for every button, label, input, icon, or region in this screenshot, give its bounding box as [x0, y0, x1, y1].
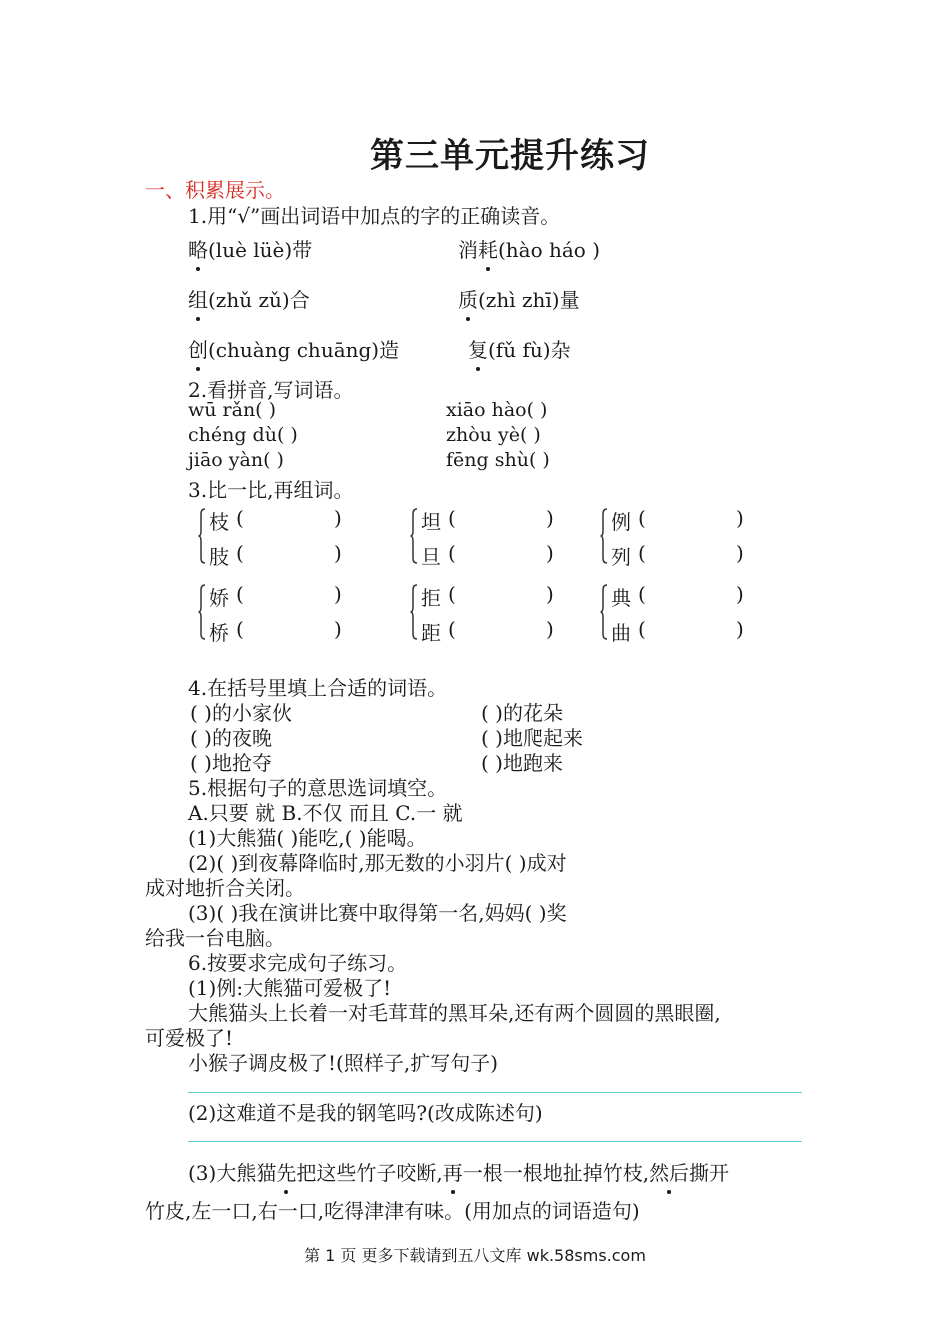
- reading-item: [458, 234, 600, 263]
- question-1-prompt: 1.用“√”画出词语中加点的字的正确读音。: [188, 204, 561, 228]
- blank-close-paren[interactable]: ): [334, 617, 342, 641]
- sentence-2[interactable]: (2)( )到夜幕降临时,那无数的小羽片( )成对: [188, 851, 567, 875]
- brace-icon: [198, 584, 206, 640]
- word-options: A.只要 就 B.不仅 而且 C.一 就: [188, 801, 463, 825]
- task-2: (2)这难道不是我的钢笔吗?(改成陈述句): [188, 1101, 543, 1125]
- task-3-text: 一根一根地扯掉竹枝,: [462, 1161, 650, 1185]
- question-2-prompt: 2.看拼音,写词语。: [188, 378, 354, 402]
- pinyin-blank[interactable]: wū rǎn( ): [188, 399, 277, 421]
- pinyin-blank[interactable]: xiāo hào( ): [446, 399, 548, 421]
- word-suffix: 带: [292, 238, 313, 262]
- answer-line[interactable]: [188, 1092, 802, 1093]
- fill-blank-item[interactable]: ( )地跑来: [481, 751, 563, 775]
- fill-blank-item[interactable]: ( )的小家伙: [190, 701, 292, 725]
- brace-icon: [600, 584, 608, 640]
- compare-char: 旦: [421, 545, 441, 569]
- word-suffix: 造: [379, 338, 400, 362]
- blank-open-paren[interactable]: (: [638, 617, 646, 641]
- question-6-prompt: 6.按要求完成句子练习。: [188, 951, 408, 975]
- compare-char: 拒: [421, 586, 441, 610]
- sentence-2-continued: 成对地折合关闭。: [145, 876, 305, 900]
- task-1: 小猴子调皮极了!(照样子,扩写句子): [188, 1051, 498, 1075]
- task-3-continued: 竹皮,左一口,右一口,吃得津津有味。(用加点的词语造句): [145, 1199, 640, 1223]
- pinyin-blank[interactable]: chéng dù( ): [188, 424, 298, 446]
- pinyin-options: (fǔ fù): [488, 338, 551, 362]
- blank-open-paren[interactable]: (: [448, 617, 456, 641]
- dotted-char: 创: [188, 334, 208, 363]
- reading-item: [188, 334, 399, 363]
- sentence-3[interactable]: (3)( )我在演讲比赛中取得第一名,妈妈( )奖: [188, 901, 567, 925]
- dotted-char: 组: [188, 284, 208, 313]
- sentence-3-continued: 给我一台电脑。: [145, 926, 285, 950]
- brace-icon: [410, 508, 418, 564]
- reading-item: [188, 284, 310, 313]
- blank-close-paren[interactable]: ): [334, 582, 342, 606]
- example-sentence: 大熊猫头上长着一对毛茸茸的黑耳朵,还有两个圆圆的黑眼圈,: [188, 1001, 721, 1025]
- brace-icon: [198, 508, 206, 564]
- compare-char: 肢: [209, 545, 229, 569]
- reading-item: [188, 234, 312, 263]
- blank-open-paren[interactable]: (: [638, 541, 646, 565]
- blank-open-paren[interactable]: (: [236, 541, 244, 565]
- blank-close-paren[interactable]: ): [334, 541, 342, 565]
- blank-open-paren[interactable]: (: [448, 506, 456, 530]
- word-suffix: 合: [289, 288, 310, 312]
- answer-line[interactable]: [188, 1141, 802, 1142]
- task-3-text: 撕开: [689, 1161, 730, 1185]
- blank-close-paren[interactable]: ): [546, 582, 554, 606]
- blank-open-paren[interactable]: (: [448, 582, 456, 606]
- word-prefix: 消: [458, 238, 478, 262]
- fill-blank-item[interactable]: ( )地爬起来: [481, 726, 583, 750]
- example-label: (1)例:大熊猫可爱极了!: [188, 976, 392, 1000]
- compare-char: 娇: [209, 586, 229, 610]
- brace-icon: [410, 584, 418, 640]
- page-title: 第三单元提升练习: [370, 136, 650, 176]
- brace-icon: [600, 508, 608, 564]
- dotted-char: 略: [188, 234, 208, 263]
- compare-char: 例: [611, 510, 631, 534]
- pinyin-blank[interactable]: zhòu yè( ): [446, 424, 541, 446]
- compare-char: 枝: [209, 510, 229, 534]
- task-3-text: 把这些竹子咬断,: [296, 1161, 443, 1185]
- blank-close-paren[interactable]: ): [546, 506, 554, 530]
- blank-open-paren[interactable]: (: [638, 506, 646, 530]
- reading-item: [468, 334, 571, 363]
- dotted-char: 质: [458, 284, 478, 313]
- pinyin-options: (chuàng chuāng): [208, 338, 380, 362]
- question-4-prompt: 4.在括号里填上合适的词语。: [188, 676, 448, 700]
- pinyin-blank[interactable]: jiāo yàn( ): [188, 449, 284, 471]
- compare-char: 典: [611, 586, 631, 610]
- task-3: [188, 1157, 729, 1186]
- blank-open-paren[interactable]: (: [236, 582, 244, 606]
- compare-char: 桥: [209, 621, 229, 645]
- dotted-word: 然后: [649, 1157, 689, 1186]
- blank-close-paren[interactable]: ): [736, 506, 744, 530]
- fill-blank-item[interactable]: ( )的花朵: [481, 701, 563, 725]
- sentence-1[interactable]: (1)大熊猫( )能吃,( )能喝。: [188, 826, 427, 850]
- pinyin-options: (hào háo ): [498, 238, 601, 262]
- blank-open-paren[interactable]: (: [236, 617, 244, 641]
- dotted-word: 先: [276, 1157, 296, 1186]
- example-sentence-continued: 可爱极了!: [145, 1026, 234, 1050]
- compare-char: 曲: [611, 621, 631, 645]
- fill-blank-item[interactable]: ( )地抢夺: [190, 751, 272, 775]
- compare-char: 距: [421, 621, 441, 645]
- word-suffix: 量: [559, 288, 580, 312]
- blank-close-paren[interactable]: ): [546, 541, 554, 565]
- blank-open-paren[interactable]: (: [236, 506, 244, 530]
- blank-close-paren[interactable]: ): [546, 617, 554, 641]
- page-footer: 第 1 页 更多下载请到五八文库 wk.58sms.com: [304, 1246, 646, 1265]
- compare-char: 列: [611, 545, 631, 569]
- blank-open-paren[interactable]: (: [448, 541, 456, 565]
- dotted-char: 耗: [478, 234, 498, 263]
- question-5-prompt: 5.根据句子的意思选词填空。: [188, 776, 448, 800]
- task-3-text: (3)大熊猫: [188, 1161, 277, 1185]
- blank-close-paren[interactable]: ): [736, 617, 744, 641]
- blank-open-paren[interactable]: (: [638, 582, 646, 606]
- question-3-prompt: 3.比一比,再组词。: [188, 478, 354, 502]
- dotted-word: 再: [443, 1157, 463, 1186]
- compare-char: 坦: [421, 510, 441, 534]
- blank-close-paren[interactable]: ): [736, 541, 744, 565]
- section-heading: 一、积累展示。: [145, 178, 285, 202]
- fill-blank-item[interactable]: ( )的夜晚: [190, 726, 272, 750]
- blank-close-paren[interactable]: ): [334, 506, 342, 530]
- pinyin-options: (zhì zhī): [478, 288, 560, 312]
- pinyin-blank[interactable]: fēng shù( ): [446, 449, 550, 471]
- blank-close-paren[interactable]: ): [736, 582, 744, 606]
- pinyin-options: (zhǔ zǔ): [208, 288, 290, 312]
- word-suffix: 杂: [550, 338, 571, 362]
- reading-item: [458, 284, 580, 313]
- dotted-char: 复: [468, 334, 488, 363]
- pinyin-options: (luè lüè): [208, 238, 293, 262]
